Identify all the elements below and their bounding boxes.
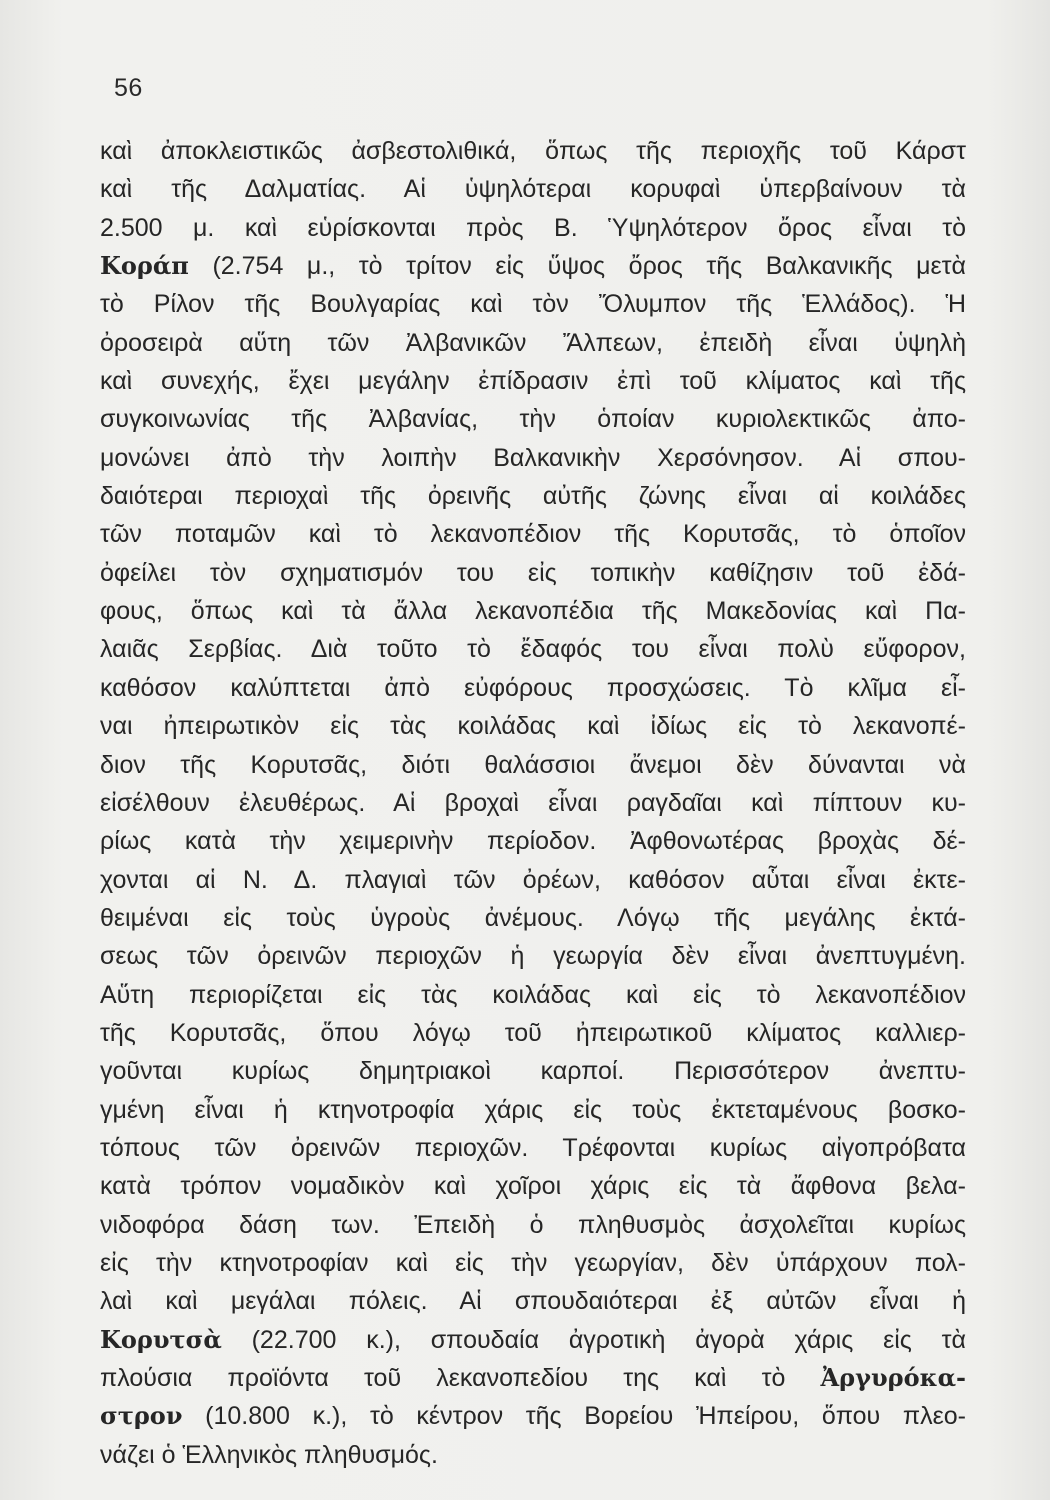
bold-place-name: Ἀργυρόκα- [820, 1363, 966, 1392]
text-line [100, 1052, 966, 1090]
text-segment: εἰς τὴν κτηνοτροφίαν καὶ εἰς τὴν γεωργίαν, δὲν ὑπάρχουν πολ- [100, 1248, 966, 1277]
text-line [100, 1167, 966, 1205]
text-line [100, 784, 966, 822]
text-segment: σεως τῶν ὀρεινῶν περιοχῶν ἡ γεωργία δὲν εἶναι ἀνεπτυγμένη. [100, 942, 966, 971]
text-line [100, 554, 966, 592]
text-segment: τῆς Κορυτσᾶς, ὅπου λόγῳ τοῦ ἠπειρωτικοῦ κλίματος καλλιερ- [100, 1018, 966, 1047]
text-segment: νιδοφόρα δάση των. Ἐπειδὴ ὁ πληθυσμὸς ἀσχολεῖται κυρίως [100, 1210, 966, 1239]
text-segment: καὶ τῆς Δαλματίας. Αἱ ὑψηλότεραι κορυφαὶ ὑπερβαίνουν τὰ [100, 175, 966, 204]
text-line [100, 400, 966, 438]
text-line [100, 247, 966, 285]
text-segment: χονται αἱ Ν. Δ. πλαγιαὶ τῶν ὀρέων, καθόσον αὗται εἶναι ἐκτε- [100, 865, 966, 894]
text-line [100, 822, 966, 860]
text-segment: λαὶ καὶ μεγάλαι πόλεις. Αἱ σπουδαιότεραι ἐξ αὐτῶν εἶναι ἡ [100, 1287, 966, 1316]
text-line [100, 439, 966, 477]
text-segment: καθόσον καλύπτεται ἀπὸ εὐφόρους προσχώσεις. Τὸ κλῖμα εἶ- [100, 673, 966, 702]
text-segment: γοῦνται κυρίως δημητριακοὶ καρποί. Περισσότερον ἀνεπτυ- [100, 1057, 966, 1086]
text-line [100, 1014, 966, 1052]
text-line [100, 899, 966, 937]
text-segment: (2.754 μ., τὸ τρίτον εἰς ὕψος ὄρος τῆς Βαλκανικῆς μετὰ [188, 252, 966, 281]
text-line [100, 285, 966, 323]
text-segment: λαιᾶς Σερβίας. Διὰ τοῦτο τὸ ἔδαφός του εἶναι πολὺ εὔφορον, [100, 635, 966, 664]
text-segment: πλούσια προϊόντα τοῦ λεκανοπεδίου της καὶ τὸ [100, 1364, 821, 1392]
text-line [100, 362, 966, 400]
text-segment: δαιότεραι περιοχαὶ τῆς ὀρεινῆς αὐτῆς ζώνης εἶναι αἱ κοιλάδες [100, 482, 966, 511]
text-segment: καὶ συνεχής, ἔχει μεγάλην ἐπίδρασιν ἐπὶ τοῦ κλίματος καὶ τῆς [100, 367, 966, 396]
text-segment: Αὕτη περιορίζεται εἰς τὰς κοιλάδας καὶ εἰς τὸ λεκανοπέδιον [100, 980, 966, 1009]
bold-place-name: Κοράπ [100, 251, 189, 281]
text-line [100, 1397, 966, 1435]
text-segment: εἰσέλθουν ἐλευθέρως. Αἱ βροχαὶ εἶναι ραγδαῖαι καὶ πίπτουν κυ- [100, 788, 966, 817]
text-line [100, 477, 966, 515]
text-segment: διον τῆς Κορυτσᾶς, διότι θαλάσσιοι ἄνεμοι δὲν δύνανται νὰ [100, 750, 966, 779]
text-segment: τὸ Ρίλον τῆς Βουλγαρίας καὶ τὸν Ὄλυμπον τῆς Ἑλλάδος). Ἡ [100, 290, 966, 319]
text-segment: ναι ἠπειρωτικὸν εἰς τὰς κοιλάδας καὶ ἰδίως εἰς τὸ λεκανοπέ- [100, 712, 966, 741]
bold-place-name: στρον [100, 1401, 183, 1431]
text-line [100, 937, 966, 975]
text-segment: τῶν ποταμῶν καὶ τὸ λεκανοπέδιον τῆς Κορυτσᾶς, τὸ ὁποῖον [100, 520, 966, 549]
text-line [100, 1244, 966, 1282]
text-segment: θειμέναι εἰς τοὺς ὑγροὺς ἀνέμους. Λόγῳ τῆς μεγάλης ἐκτά- [100, 903, 966, 932]
text-segment: νάζει ὁ Ἑλληνικὸς πληθυσμός. [100, 1440, 438, 1469]
bold-place-name: Κορυτσὰ [100, 1324, 222, 1354]
text-segment: συγκοινωνίας τῆς Ἀλβανίας, τὴν ὁποίαν κυριολεκτικῶς ἀπο- [100, 405, 966, 434]
text-segment: τόπους τῶν ὀρεινῶν περιοχῶν. Τρέφονται κυρίως αἰγοπρόβατα [100, 1133, 966, 1162]
text-line [100, 1321, 966, 1359]
text-line [100, 592, 966, 630]
body-text [100, 132, 966, 1474]
text-line [100, 669, 966, 707]
text-line [100, 861, 966, 899]
text-segment: ρίως κατὰ τὴν χειμερινὴν περίοδον. Ἀφθονωτέρας βροχὰς δέ- [100, 827, 966, 856]
text-line [100, 1129, 966, 1167]
text-segment: φους, ὅπως καὶ τὰ ἄλλα λεκανοπέδια τῆς Μακεδονίας καὶ Πα- [100, 597, 966, 626]
text-line [100, 132, 966, 170]
text-segment: κατὰ τρόπον νομαδικὸν καὶ χοῖροι χάρις εἰς τὰ ἄφθονα βελα- [100, 1172, 966, 1201]
text-line [100, 1359, 966, 1397]
text-line [100, 515, 966, 553]
text-segment: γμένη εἶναι ἡ κτηνοτροφία χάρις εἰς τοὺς ἐκτεταμένους βοσκο- [100, 1095, 966, 1124]
text-line [100, 1091, 966, 1129]
text-segment: ὀροσειρὰ αὕτη τῶν Ἀλβανικῶν Ἄλπεων, ἐπειδὴ εἶναι ὑψηλὴ [100, 328, 966, 357]
text-line [100, 976, 966, 1014]
text-line [100, 1282, 966, 1320]
text-line [100, 707, 966, 745]
text-line [100, 630, 966, 668]
text-line [100, 170, 966, 208]
page-number: 56 [114, 74, 143, 102]
text-line [100, 209, 966, 247]
text-line [100, 746, 966, 784]
text-segment: μονώνει ἀπὸ τὴν λοιπὴν Βαλκανικὴν Χερσόνησον. Αἱ σπου- [100, 443, 966, 472]
text-segment: καὶ ἀποκλειστικῶς ἀσβεστολιθικά, ὅπως τῆς περιοχῆς τοῦ Κάρστ [100, 137, 966, 165]
text-line [100, 1206, 966, 1244]
text-segment: (10.800 κ.), τὸ κέντρον τῆς Βορείου Ἠπείρου, ὅπου πλεο- [182, 1402, 966, 1431]
text-segment: (22.700 κ.), σπουδαία ἀγροτικὴ ἀγορὰ χάρις εἰς τὰ [221, 1325, 966, 1354]
text-segment: ὀφείλει τὸν σχηματισμόν του εἰς τοπικὴν καθίζησιν τοῦ ἐδά- [100, 558, 966, 587]
text-line [100, 324, 966, 362]
text-segment: 2.500 μ. καὶ εὑρίσκονται πρὸς Β. Ὑψηλότερον ὄρος εἶναι τὸ [100, 213, 966, 242]
text-line [100, 1436, 966, 1474]
